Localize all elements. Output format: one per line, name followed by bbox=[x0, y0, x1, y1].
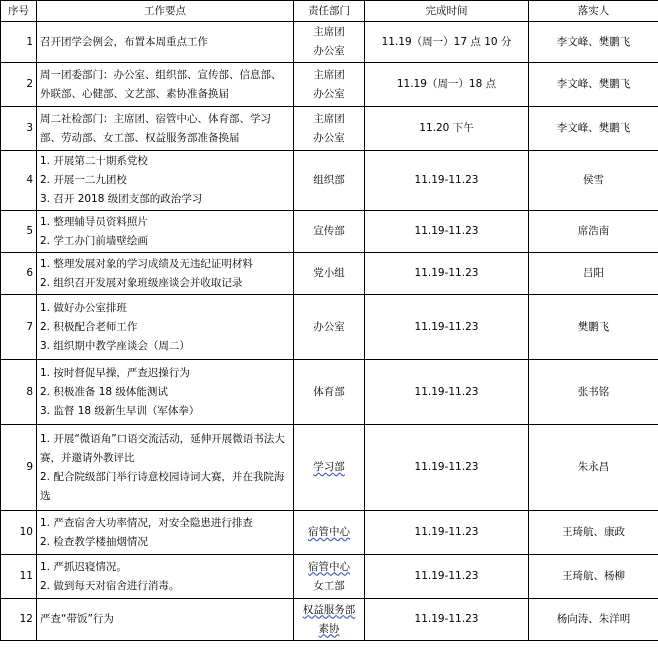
task-line: 2. 学工办门前墙壁绘画 bbox=[40, 234, 148, 247]
task-line: 2. 积极准备 18 级体能测试 bbox=[40, 385, 168, 398]
row-no: 11 bbox=[1, 555, 37, 599]
task-line: 2. 组织召开发展对象班级座谈会并收取记录 bbox=[40, 276, 243, 289]
row-dept bbox=[294, 295, 365, 360]
table-row bbox=[1, 211, 658, 253]
task-line: 2. 做到每天对宿舍进行消毒。 bbox=[40, 579, 180, 592]
row-task bbox=[37, 295, 294, 360]
row-no: 6 bbox=[1, 253, 37, 295]
row-no: 10 bbox=[1, 511, 37, 555]
row-time: 11.19-11.23 bbox=[365, 295, 529, 360]
row-task bbox=[37, 599, 294, 641]
dept-line: 办公室 bbox=[313, 45, 345, 57]
dept-line: 办公室 bbox=[313, 131, 345, 144]
row-dept bbox=[294, 22, 365, 63]
table-row bbox=[1, 599, 658, 641]
row-dept bbox=[294, 599, 365, 641]
dept-line: 办公室 bbox=[313, 320, 345, 333]
table-row bbox=[1, 22, 658, 63]
dept-line: 素协 bbox=[318, 622, 340, 635]
row-person: 杨向涛、朱洋明 bbox=[529, 599, 658, 641]
task-line: 召开团学会例会，布置本周重点工作 bbox=[40, 35, 208, 48]
row-no: 9 bbox=[1, 425, 37, 511]
dept-line: 主席团 bbox=[313, 26, 345, 38]
row-person: 朱永昌 bbox=[529, 425, 658, 511]
row-no: 12 bbox=[1, 599, 37, 641]
row-person: 席浩南 bbox=[529, 211, 658, 253]
task-line: 严查“带饭”行为 bbox=[40, 613, 114, 625]
table-row bbox=[1, 511, 658, 555]
row-time: 11.20 下午 bbox=[365, 107, 529, 151]
table-row bbox=[1, 151, 658, 211]
task-line: 2. 积极配合老师工作 bbox=[40, 320, 138, 333]
row-time: 11.19（周一）17 点 10 分 bbox=[365, 22, 529, 63]
task-line: 1. 严查宿舍大功率情况，对安全隐患进行排查 bbox=[40, 516, 253, 529]
row-dept bbox=[294, 360, 365, 425]
row-task bbox=[37, 22, 294, 63]
dept-line: 权益服务部 bbox=[302, 603, 356, 616]
row-no: 8 bbox=[1, 360, 37, 425]
task-line: 3. 召开 2018 级团支部的政治学习 bbox=[40, 193, 203, 205]
row-task bbox=[37, 511, 294, 555]
row-dept bbox=[294, 253, 365, 295]
task-text: 2. 配合院级部门举行诗意校园诗词大赛，并在我院海选 bbox=[40, 470, 285, 502]
task-text: 周二社检部门：主席团、宿管中心、体育部、学习部、劳动部、女工部、权益服务部准备换届 bbox=[40, 112, 271, 144]
dept-line: 组织部 bbox=[313, 174, 345, 186]
row-time: 11.19-11.23 bbox=[365, 151, 529, 211]
row-time: 11.19-11.23 bbox=[365, 253, 529, 295]
row-time: 11.19-11.23 bbox=[365, 360, 529, 425]
header-time: 完成时间 bbox=[365, 1, 529, 22]
row-person: 王琦航、康政 bbox=[529, 511, 658, 555]
row-dept bbox=[294, 425, 365, 511]
row-time: 11.19-11.23 bbox=[365, 425, 529, 511]
row-task bbox=[37, 253, 294, 295]
header-person: 落实人 bbox=[529, 1, 658, 22]
row-task bbox=[37, 211, 294, 253]
row-time: 11.19-11.23 bbox=[365, 211, 529, 253]
task-line: 1. 严抓迟寝情况。 bbox=[40, 560, 127, 573]
row-dept bbox=[294, 63, 365, 107]
row-person: 侯雪 bbox=[529, 151, 658, 211]
row-no: 2 bbox=[1, 63, 37, 107]
row-person: 樊鹏飞 bbox=[529, 295, 658, 360]
header-dept: 责任部门 bbox=[294, 1, 365, 22]
dept-line: 宿管中心 bbox=[308, 560, 350, 573]
row-dept bbox=[294, 555, 365, 599]
task-line: 3. 组织期中教学座谈会（周二） bbox=[40, 339, 190, 352]
row-no: 7 bbox=[1, 295, 37, 360]
row-person: 李文峰、樊鹏飞 bbox=[529, 107, 658, 151]
row-dept bbox=[294, 151, 365, 211]
row-task bbox=[37, 425, 294, 511]
table-row bbox=[1, 425, 658, 511]
row-task bbox=[37, 151, 294, 211]
row-time: 11.19-11.23 bbox=[365, 555, 529, 599]
header-task: 工作要点 bbox=[37, 1, 294, 22]
table-header-row bbox=[1, 1, 658, 22]
row-no: 1 bbox=[1, 22, 37, 63]
dept-line: 学习部 bbox=[313, 461, 345, 473]
dept-line: 主席团 bbox=[313, 112, 345, 125]
dept-line: 女工部 bbox=[313, 579, 345, 592]
row-person: 李文峰、樊鹏飞 bbox=[529, 63, 658, 107]
dept-line: 党小组 bbox=[313, 267, 345, 279]
row-person: 王琦航、杨柳 bbox=[529, 555, 658, 599]
header-no: 序号 bbox=[1, 1, 37, 22]
dept-line: 办公室 bbox=[313, 87, 345, 100]
row-task bbox=[37, 360, 294, 425]
row-dept bbox=[294, 511, 365, 555]
table-row bbox=[1, 555, 658, 599]
row-task bbox=[37, 555, 294, 599]
task-text: 周一团委部门：办公室、组织部、宣传部、信息部、外联部、心健部、文艺部、素协准备换届 bbox=[40, 68, 282, 100]
dept-line: 体育部 bbox=[313, 385, 345, 398]
row-no: 5 bbox=[1, 211, 37, 253]
task-line: 1. 整理发展对象的学习成绩及无违纪证明材料 bbox=[40, 257, 253, 270]
row-person: 吕阳 bbox=[529, 253, 658, 295]
task-line: 1. 按时督促早操，严查迟操行为 bbox=[40, 366, 190, 379]
row-dept bbox=[294, 107, 365, 151]
table-row bbox=[1, 63, 658, 107]
row-time: 11.19-11.23 bbox=[365, 599, 529, 641]
row-task bbox=[37, 107, 294, 151]
row-person: 李文峰、樊鹏飞 bbox=[529, 22, 658, 63]
row-time: 11.19-11.23 bbox=[365, 511, 529, 555]
row-no: 3 bbox=[1, 107, 37, 151]
row-task bbox=[37, 63, 294, 107]
task-line: 2. 检查教学楼抽烟情况 bbox=[40, 535, 148, 548]
dept-line: 宣传部 bbox=[313, 225, 345, 237]
row-no: 4 bbox=[1, 151, 37, 211]
task-line: 1. 整理辅导员资料照片 bbox=[40, 215, 148, 228]
task-line: 1. 开展第二十期系党校 bbox=[40, 155, 148, 167]
table-row bbox=[1, 253, 658, 295]
dept-line: 宿管中心 bbox=[308, 526, 350, 538]
table-row bbox=[1, 107, 658, 151]
dept-line: 主席团 bbox=[313, 68, 345, 81]
row-person: 张书铭 bbox=[529, 360, 658, 425]
row-time: 11.19（周一）18 点 bbox=[365, 63, 529, 107]
task-line: 3. 监督 18 级新生早训（军体拳） bbox=[40, 404, 200, 417]
table-row bbox=[1, 295, 658, 360]
task-line: 1. 做好办公室排班 bbox=[40, 301, 127, 314]
task-line: 2. 开展一二九团校 bbox=[40, 174, 127, 186]
row-dept bbox=[294, 211, 365, 253]
task-text: 1. 开展“微语角”口语交流活动，延伸开展微语书法大赛，并邀请外教评比 bbox=[40, 432, 285, 464]
table-row bbox=[1, 360, 658, 425]
